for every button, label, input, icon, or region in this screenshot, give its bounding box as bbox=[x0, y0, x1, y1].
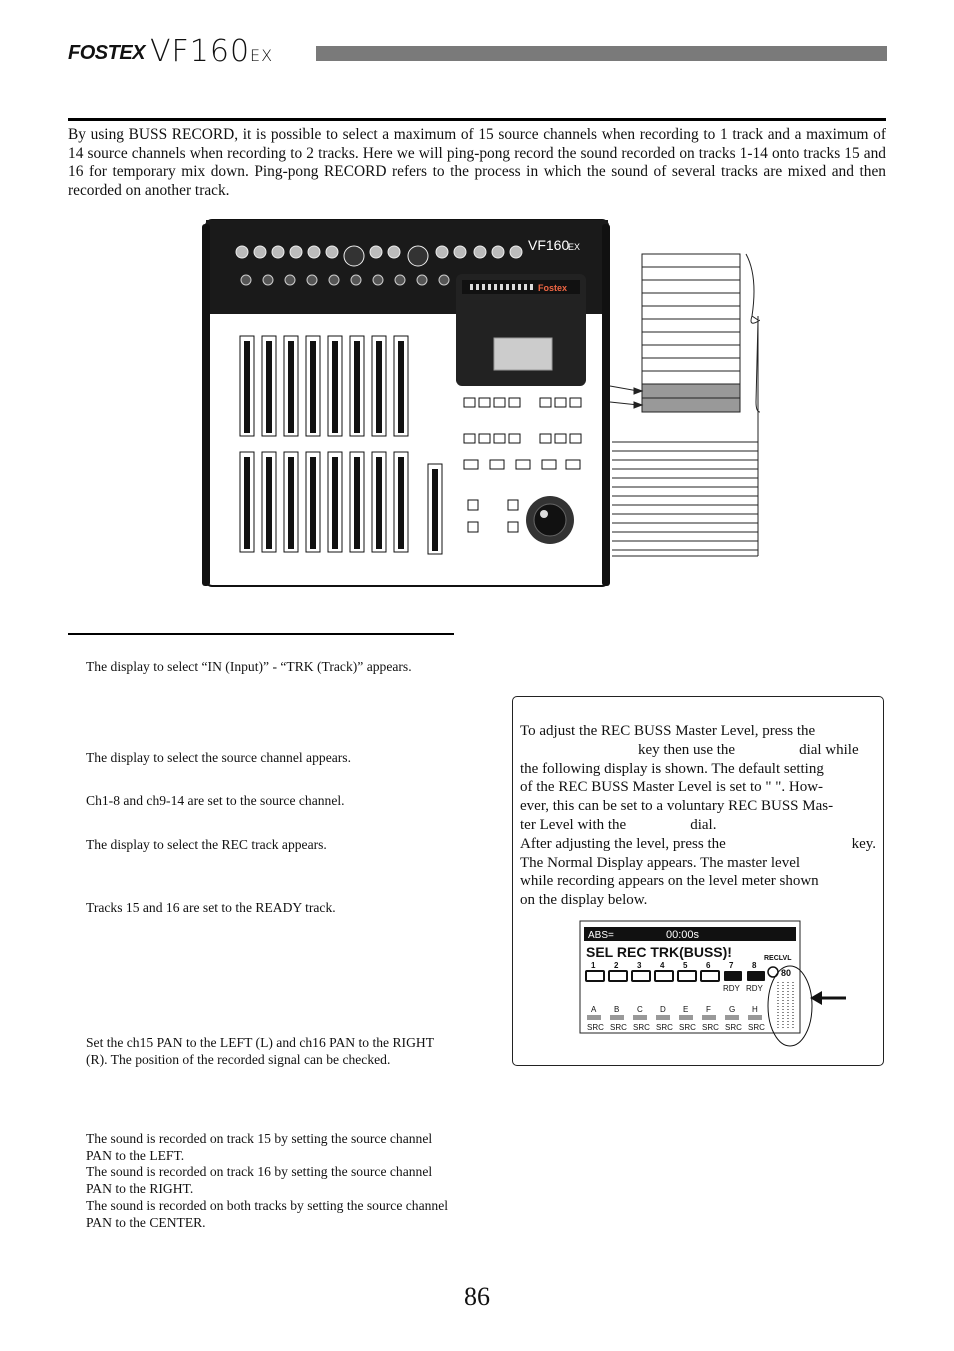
lcd-track-number: 4 bbox=[660, 961, 665, 970]
note-line: on the display below. bbox=[520, 892, 648, 909]
note-line: while recording appears on the level meter shown bbox=[520, 873, 819, 890]
lcd-track-number: 7 bbox=[729, 961, 734, 970]
note-line: To adjust the REC BUSS Master Level, press the bbox=[520, 723, 816, 739]
header-bar bbox=[316, 46, 887, 61]
step-text: The sound is recorded on track 15 by setting the source channel PAN to the LEFT. bbox=[86, 1131, 433, 1163]
step-text: The display to select “IN (Input)” - “TRK (Track)” appears. bbox=[86, 659, 412, 674]
note-fragment: key. bbox=[851, 835, 876, 852]
note-fragment: dial. bbox=[690, 816, 717, 833]
step-text: The display to select the source channel appears. bbox=[86, 750, 351, 765]
lcd-abs-label: ABS= bbox=[588, 930, 614, 941]
note-line bbox=[520, 816, 876, 835]
note-line: ever, this can be set to a voluntary REC BUSS Mas- bbox=[520, 798, 834, 815]
step-text: Set the ch15 PAN to the LEFT (L) and ch16 PAN to the RIGHT (R). The position of the recorded signal can be checked. bbox=[86, 1035, 434, 1067]
step-text: Tracks 15 and 16 are set to the READY track. bbox=[86, 900, 336, 915]
note-fragment: dial while bbox=[799, 741, 859, 758]
lcd-track-number: 5 bbox=[683, 961, 688, 970]
lcd-source-letter: C bbox=[637, 1005, 643, 1014]
lcd-source-label: SRC bbox=[679, 1023, 696, 1032]
step-text: The sound is recorded on both tracks by setting the source channel PAN to the CENTER. bbox=[86, 1198, 449, 1230]
lcd-source-label: SRC bbox=[748, 1023, 765, 1032]
note-line: The Normal Display appears. The master level bbox=[520, 854, 801, 871]
device-model-label: VF160 bbox=[528, 237, 570, 253]
lcd-source-label: SRC bbox=[725, 1023, 742, 1032]
lcd-track-number: 2 bbox=[614, 961, 619, 970]
lcd-source-letter: D bbox=[660, 1005, 666, 1014]
lcd-track-number: 8 bbox=[752, 961, 757, 970]
mixer-illustration bbox=[200, 216, 760, 596]
page-number: 86 bbox=[464, 1282, 490, 1311]
lcd-source-letter: B bbox=[614, 1005, 620, 1014]
device-model-suffix: EX bbox=[568, 242, 581, 252]
step-text: Ch1-8 and ch9-14 are set to the source channel. bbox=[86, 793, 345, 808]
device-brand-label: Fostex bbox=[538, 283, 568, 293]
lcd-rec-value: 80 bbox=[781, 968, 792, 978]
lcd-source-letter: H bbox=[752, 1005, 758, 1014]
model-name: VF160 bbox=[150, 34, 251, 69]
lcd-source-letter: G bbox=[729, 1005, 736, 1014]
note-text bbox=[520, 722, 876, 910]
lcd-track-number: 6 bbox=[706, 961, 711, 970]
lcd-source-label: SRC bbox=[702, 1023, 719, 1032]
intro-paragraph: By using BUSS RECORD, it is possible to select a maximum of 15 source channels when recording to 1 track and a maximum of 14 source channels when recording to 2 tracks. Here we will ping-pong record the sound recorded on tracks 1-14 onto tracks 15 and 16 for temporary mix down. Ping-pong RECORD refers to the process in which the sound of several tracks are mixed and then recorded on another track. bbox=[68, 126, 886, 199]
lcd-time: 00:00s bbox=[666, 929, 700, 941]
brand-logo: FOSTEX bbox=[68, 42, 146, 64]
lcd-source-letter: A bbox=[591, 1005, 597, 1014]
lcd-title: SEL REC TRK(BUSS)! bbox=[586, 944, 732, 960]
lcd-rec-label: RECLVL bbox=[764, 955, 792, 962]
lcd-source-label: SRC bbox=[587, 1023, 604, 1032]
model-suffix: EX bbox=[250, 46, 274, 65]
procedure-rule bbox=[68, 633, 454, 635]
note-fragment: ter Level with the bbox=[520, 816, 627, 833]
lcd-ready-label: RDY bbox=[746, 984, 763, 993]
lcd-source-letter: F bbox=[706, 1005, 711, 1014]
note-fragment: After adjusting the level, press the bbox=[520, 835, 726, 852]
step-text: The display to select the REC track appears. bbox=[86, 837, 327, 852]
note-line bbox=[520, 835, 876, 854]
section-rule bbox=[68, 118, 886, 121]
lcd-track-number: 1 bbox=[591, 961, 596, 970]
lcd-track-number: 3 bbox=[637, 961, 642, 970]
model-logo bbox=[150, 34, 273, 69]
lcd-ready-label: RDY bbox=[723, 984, 740, 993]
lcd-source-label: SRC bbox=[656, 1023, 673, 1032]
lcd-source-label: SRC bbox=[633, 1023, 650, 1032]
lcd-source-label: SRC bbox=[610, 1023, 627, 1032]
note-fragment: key then use the bbox=[638, 741, 736, 758]
note-line: the following display is shown. The default setting bbox=[520, 760, 824, 777]
step-text: The sound is recorded on track 16 by setting the source channel PAN to the RIGHT. bbox=[86, 1164, 433, 1196]
lcd-source-letter: E bbox=[683, 1005, 689, 1014]
meter-arrow bbox=[810, 991, 846, 1005]
note-line: of the REC BUSS Master Level is set to " ". How- bbox=[520, 779, 824, 796]
lcd-display bbox=[578, 920, 852, 1048]
note-line bbox=[520, 741, 876, 760]
